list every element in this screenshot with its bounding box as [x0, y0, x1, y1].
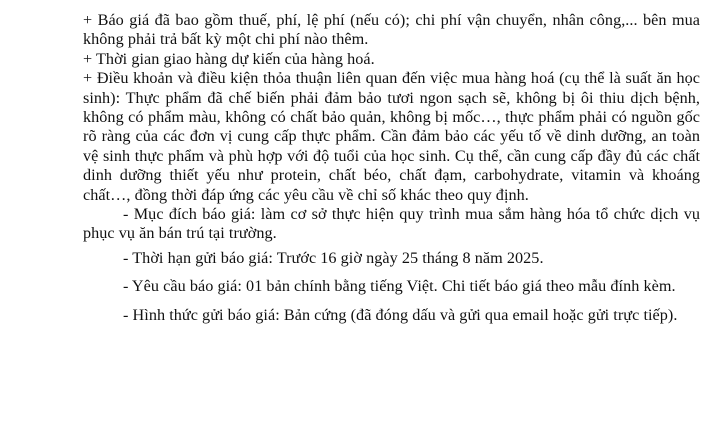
document-body: [83, 11, 700, 325]
paragraph-price-inclusions: + Báo giá đã bao gồm thuế, phí, lệ phí (nếu có); chi phí vận chuyển, nhân công,... bên mua không phải trả bất kỳ một chi phí nào thêm.: [83, 11, 700, 49]
paragraph-delivery-time: + Thời gian giao hàng dự kiến của hàng hoá.: [83, 49, 375, 68]
paragraph-quote-deadline: - Thời hạn gửi báo giá: Trước 16 giờ ngày 25 tháng 8 năm 2025.: [123, 248, 544, 267]
paragraph-quote-purpose: - Mục đích báo giá: làm cơ sở thực hiện quy trình mua sắm hàng hóa tổ chức dịch vụ phục vụ ăn bán trú tại trường.: [83, 205, 700, 243]
paragraph-terms-conditions: + Điều khoản và điều kiện thỏa thuận liên quan đến việc mua hàng hoá (cụ thể là suất ăn học sinh): Thực phẩm đã chế biến phải đảm bảo tươi ngon sạch sẽ, không bị ôi thiu dịch bệnh, không có phẩm màu, không có chất bảo quản, không bị mốc…, thực phẩm phải có nguồn gốc rõ ràng của các đơn vị cung cấp thực phẩm. Cần đảm bảo các yếu tố về dinh dưỡng, an toàn vệ sinh thực phẩm và phù hợp với độ tuổi của học sinh. Cụ thể, cần cung cấp đầy đủ các chất dinh dưỡng thiết yếu như protein, chất béo, chất đạm, carbohydrate, vitamin và khoáng chất…, đồng thời đáp ứng các yêu cầu về chỉ số khác theo quy định.: [83, 69, 700, 204]
paragraph-submission-method: - Hình thức gửi báo giá: Bản cứng (đã đóng dấu và gửi qua email hoặc gửi trực tiếp).: [123, 305, 678, 324]
paragraph-quote-requirements: - Yêu cầu báo giá: 01 bản chính bằng tiếng Việt. Chi tiết báo giá theo mẫu đính kèm.: [123, 277, 676, 296]
